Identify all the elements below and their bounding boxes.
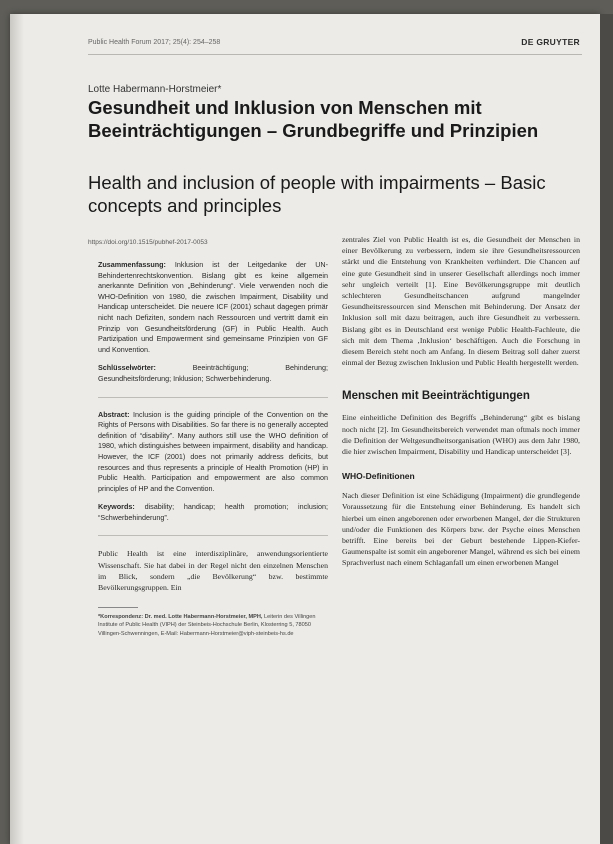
- schluesselwoerter-text: Beeinträchtigung; Behinderung; Gesundheitsförderung; Inklusion; Schwerbehinderung.: [98, 363, 328, 383]
- abstract-text: Inclusion is the guiding principle of the Convention on the Rights of Persons with Disabilities. So far there is no generally accepted definition of “disability”. Many authors still use the WHO definition of 1980, which distinguishes between impairment, disability and handicap. However, the ICF (2001) does not primarily address deficits, but resources and thus represents a principle of Health Promotion (HP) in Public Health. Participation and empowerment are also common principles of HP and the Convention.: [98, 409, 328, 493]
- page-gutter-shadow: [10, 14, 24, 844]
- intro-paragraph: zentrales Ziel von Public Health ist es, die Gesundheit der Menschen in einer Bevölkerung zu verbessern, indem sie ihre Gesundheitsressourcen stärkt und die Entstehung von Krankheiten verhindert. Die Chancen auf eine gute Gesundheit sind in unserer Gesellschaft allerdings noch immer sehr ungleich verteilt [1]. Eine Bevölkerungsgruppe mit deutlich schlechteren Gesundheitschancen aufgrund mangelnder Gesundheitsressourcen sind Menschen mit Behinderung. Der Ansatz der Inklusion soll mit dazu beitragen, auch ihre Gesundheit zu verbessern. Bislang gibt es in Deutschland erst wenige Public Health-Fachleute, die sich mit dem Thema ‚Inklusion‘ beschäftigen. Auch die Forschung in diesem Bereich steht noch am Anfang. In diesem Beitrag soll daher zuerst einmal der Bezug zwischen Inklusion und Public Health hergestellt werden.: [342, 235, 580, 368]
- subsection-heading: WHO-Definitionen: [342, 471, 415, 482]
- abstract-divider: [98, 397, 328, 398]
- abstract-en: [98, 410, 328, 495]
- correspondence-footnote: [98, 613, 328, 638]
- journal-citation: Public Health Forum 2017; 25(4): 254–258: [88, 39, 221, 46]
- publisher-logo: DE GRUYTER: [521, 37, 580, 47]
- body-divider: [98, 535, 328, 536]
- keywords-text: disability; handicap; health promotion; inclusion; “Schwerbehinderung”.: [98, 502, 329, 522]
- abstract-label: Abstract:: [98, 409, 130, 419]
- body-paragraph-left: Public Health ist eine interdisziplinäre, anwendungsorientierte Wissenschaft. Sie hat dabei in der Regel nicht den einzelnen Menschen im Blick, sondern „die Bevölkerung“ bzw. bestimmte Bevölkerungsgruppen. Ein: [98, 549, 328, 593]
- title-german: Gesundheit und Inklusion von Menschen mit Beeinträchtigungen – Grundbegriffe und Prinzipien: [88, 97, 539, 141]
- section-heading: Menschen mit Beeinträchtigungen: [342, 390, 530, 403]
- zusammenfassung-label: Zusammenfassung:: [98, 260, 166, 269]
- keywords-en: [98, 502, 328, 523]
- schluesselwoerter-label: Schlüsselwörter:: [98, 363, 156, 373]
- right-column: [342, 234, 580, 569]
- left-column: [98, 260, 328, 638]
- keywords-label: Keywords:: [98, 502, 135, 512]
- title-english: Health and inclusion of people with impairments – Basic concepts and principles: [88, 172, 546, 216]
- running-head: [88, 36, 580, 52]
- footnote-text: Leiterin des Villingen Institute of Public Health (VIPH) der Steinbeis-Hochschule Berlin, Klosterring 5, 78050 Villingen-Schwenningen, E-Mail: Habermann-Horstmeier@viph-steinbeis-hs.de: [98, 614, 316, 637]
- header-divider: [88, 54, 582, 55]
- doi-link[interactable]: https://doi.org/10.1515/pubhef-2017-0053: [88, 239, 208, 246]
- subsection-paragraph: Nach dieser Definition ist eine Schädigung (Impairment) die grundlegende Voraussetzung für die Entstehung einer Behinderung. Es handelt sich hierbei um einen angeborenen oder erworbenen Mangel, der die Strukturen und/oder die Funktionen des Körpers bzw. der Psyche eines Menschen betrifft. Eine bereits bei der Geburt bestehende Lippen-Kiefer-Gaumenspalte ist somit ein angeborener Mangel, während es sich bei einem Sprachverlust nach einem Schlaganfall um einen erworbenen Mangel: [342, 491, 580, 568]
- zusammenfassung-text: Inklusion ist der Leitgedanke der UN-Behindertenrechtskonvention. Bislang gibt es keine allgemein anerkannte Definition von „Behinderung“. Viele verwenden noch die WHO-Definition von 1980, die zwischen Impairment, Disability und Handicap unterscheidet. Die neuere ICF (2001) schaut dagegen primär nicht nach Defiziten, sondern nach Ressourcen und vertritt damit ein Prinzip von Gesundheitsförderung (GF) in Public Health. Auch Partizipation und Empowerment sind gemeinsame Prinzipien von GF und Konvention.: [98, 260, 328, 354]
- schluesselwoerter: [98, 363, 328, 384]
- scan-background-edge: [600, 14, 613, 844]
- zusammenfassung: [98, 260, 328, 355]
- footnote-label: *Korrespondenz: Dr. med. Lotte Habermann-Horstmeier, MPH,: [98, 614, 263, 621]
- section-paragraph: Eine einheitliche Definition des Begriffs „Behinderung“ gibt es bislang noch nicht [2]. Im Gesundheitsbereich verwendet man oftmals noch immer die Definition der Weltgesundheitsorganisation (WHO) aus dem Jahr 1980, die hier zwischen Impairment, Disability und Handicap unterscheidet [3].: [342, 413, 580, 457]
- author-name: Lotte Habermann-Horstmeier*: [88, 84, 222, 95]
- document-page: [10, 14, 600, 844]
- footnote-divider: [98, 607, 138, 608]
